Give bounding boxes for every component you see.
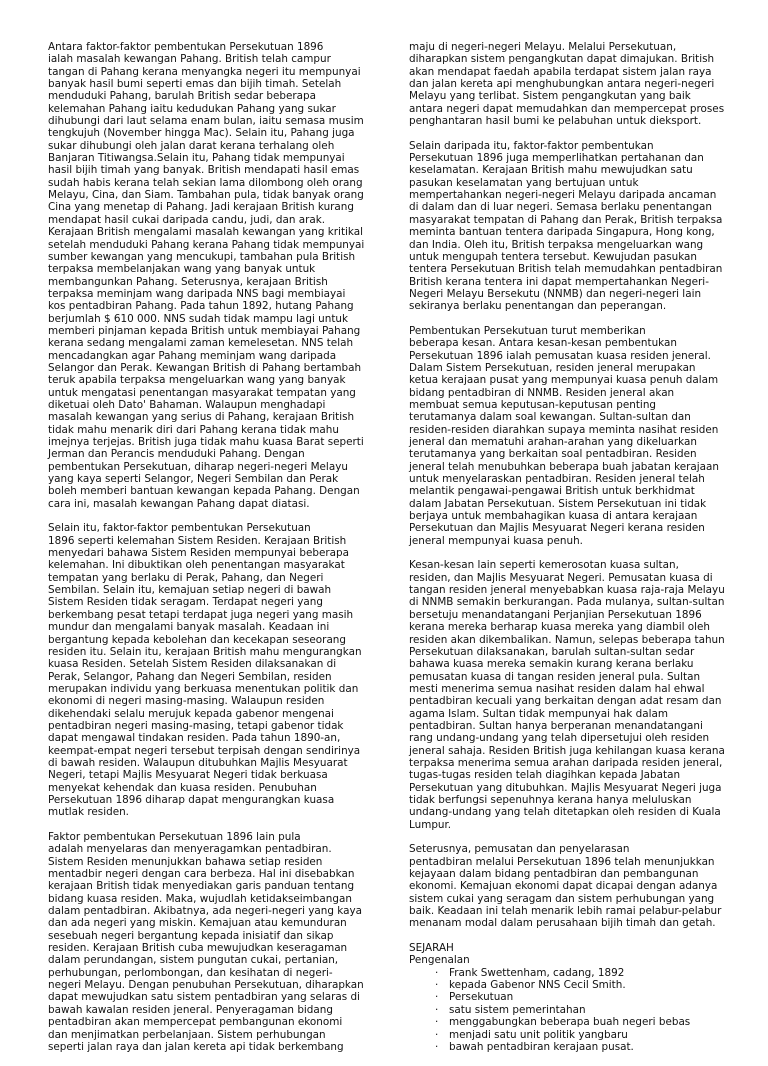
list-item-text: bawah pentadbiran kerajaan pusat. xyxy=(449,1040,634,1053)
bullet-icon: · xyxy=(435,1028,439,1041)
bullet-icon: · xyxy=(435,966,439,979)
paragraph-kejayaan-pentadbiran-ekonomi: Seterusnya, pemusatan dan penyelarasan pentadbiran melalui Persekutuan 1896 telah menunjukkan kejayaan dalam bidang pentadbiran dan pembangunan ekonomi. Kemajuan ekonomi dapat dicapai dengan adanya sistem cukai yang seragam dan sistem perhubungan yang baik. Keadaan ini telah menarik lebih ramai pelabur-pelabur menanam modal dalam perusahaan bijih timah dan getah. xyxy=(409,843,722,930)
paragraph-kewangan-pahang: Antara faktor-faktor pembentukan Persekutuan 1896 ialah masalah kewangan Pahang. British telah campur tangan di Pahang kerana menyangka negeri itu mempunyai banyak hasil bumi seperti emas dan bijih timah. Setelah menduduki Pahang, barulah British sedar beberapa kelemahan Pahang iaitu kedudukan Pahang yang sukar dihubungi dari laut selama enam bulan, iaitu semasa musim tengkujuh (November hingga Mac). Selain itu, Pahang juga sukar dihubungi oleh jalan darat kerana terhalang oleh Banjaran Titiwangsa.Selain itu, Pahang tidak mempunyai hasil bijih timah yang banyak. British mendapati hasil emas sudah habis kerana telah sekian lama dilombong oleh orang Melayu, Cina, dan Siam. Tambahan pula, tidak banyak orang Cina yang menetap di Pahang. Jadi kerajaan British kurang mendapat hasil cukai daripada candu, judi, dan arak. Kerajaan British mengalami masalah kewangan yang kritikal setelah menduduki Pahang kerana Pahang tidak mempunyai sumber kewangan yang mencukupi, tambahan pula British terpaksa membelanjakan wang yang banyak untuk membangunkan Pahang. Seterusnya, kerajaan British terpaksa meminjam wang daripada NNS bagi membiayai kos pentadbiran Pahang. Pada tahun 1892, hutang Pahang berjumlah $ 610 000. NNS sudah tidak mampu lagi untuk memberi pinjaman kepada British untuk membiayai Pahang kerana sedang mengalami zaman kemelesetan. NNS telah mencadangkan agar Pahang meminjam wang daripada Selangor dan Perak. Kewangan British di Pahang bertambah teruk apabila terpaksa mengeluarkan wang yang banyak untuk mengatasi penentangan masyarakat tempatan yang diketuai oleh Dato' Bahaman. Walaupun menghadapi masalah kewangan yang serius di Pahang, kerajaan British tidak mahu menarik diri dari Pahang kerana tidak mahu imejnya terjejas. British juga tidak mahu kuasa Barat seperti Jerman dan Perancis menduduki Pahang. Dengan pembentukan Persekutuan, diharap negeri-negeri Melayu yang kaya seperti Selangor, Negeri Sembilan dan Perak boleh memberi bantuan kewangan kepada Pahang. Dengan cara ini, masalah kewangan Pahang dapat diatasi. xyxy=(48,41,365,510)
paragraph-menyeragamkan-pentadbiran: Faktor pembentukan Persekutuan 1896 lain pula adalah menyelaras dan menyeragamkan pentadbiran. Sistem Residen menunjukkan bahawa setiap residen mentadbir negeri dengan cara berbeza. Hal ini disebabkan kerajaan British tidak menyediakan garis panduan tentang bidang kuasa residen. Maka, wujudlah ketidakseimbangan dalam pentadbiran. Akibatnya, ada negeri-negeri yang kaya dan ada negeri yang miskin. Kemajuan atau kemunduran sesebuah negeri bergantung kepada inisiatif dan sikap residen. Kerajaan British cuba mewujudkan keseragaman dalam perundangan, sistem pungutan cukai, pertanian, perhubungan, perlombongan, dan kesihatan di negeri- negeri Melayu. Dengan penubuhan Persekutuan, diharapkan dapat mewujudkan satu sistem pentadbiran yang selaras di bawah kawalan residen jeneral. Penyeragaman bidang pentadbiran akan mempercepat pembangunan ekonomi dan menjimatkan perbelanjaan. Sistem perhubungan seperti jalan raya dan jalan kereta api tidak berkembang xyxy=(48,831,364,1053)
list-item xyxy=(409,991,725,1003)
list-item xyxy=(409,1029,725,1041)
list-item-text: menggabungkan beberapa buah negeri bebas xyxy=(449,1016,691,1029)
bullet-icon: · xyxy=(435,1003,439,1016)
pengenalan-list xyxy=(409,967,725,1053)
list-item-text: satu sistem pemerintahan xyxy=(449,1003,586,1016)
list-item-text: Frank Swettenham, cadang, 1892 xyxy=(449,966,625,979)
paragraph-pertahanan-keselamatan: Selain daripada itu, faktor-faktor pembentukan Persekutuan 1896 juga memperlihatkan pertahanan dan keselamatan. Kerajaan British mahu mewujudkan satu pasukan keselamatan yang bertujuan untuk mempertahankan negeri-negeri Melayu daripada ancaman di dalam dan di luar negeri. Semasa berlaku penentangan masyarakat tempatan di Pahang dan Perak, British terpaksa meminta bantuan tentera daripada Singapura, Hong kong, dan India. Oleh itu, British terpaksa mengeluarkan wang untuk mengupah tentera tersebut. Kewujudan pasukan tentera Persekutuan British telah memudahkan pentadbiran British kerana tentera ini dapat mempertahankan Negeri- Negeri Melayu Bersekutu (NNMB) dan negeri-negeri lain sekiranya berlaku penentangan dan peperangan. xyxy=(409,139,723,313)
paragraph-sistem-pengangkutan: maju di negeri-negeri Melayu. Melalui Persekutuan, diharapkan sistem pengangkutan dapat dimajukan. British akan mendapat faedah apabila terdapat sistem jalan raya dan jalan kereta api menghubungkan antara negeri-negeri Melayu yang terlibat. Sistem pengangkutan yang baik antara negeri dapat memudahkan dan mempercepat proses penghantaran hasil bumi ke pelabuhan untuk dieksport. xyxy=(409,41,725,128)
list-item xyxy=(409,1041,725,1053)
bullet-icon: · xyxy=(435,991,439,1004)
paragraph-kemerosotan-kuasa-sultan: Kesan-kesan lain seperti kemerosotan kuasa sultan, residen, dan Majlis Mesyuarat Negeri. Pemusatan kuasa di tangan residen jeneral menyebabkan kuasa raja-raja Melayu di NNMB semakin berkurangan. Pada mulanya, sultan-sultan bersetuju menandatangani Perjanjian Persekutuan 1896 kerana mereka berharap kuasa mereka yang diambil oleh residen akan dikembalikan. Namun, selepas beberapa tahun Persekutuan dilaksanakan, barulah sultan-sultan sedar bahawa kuasa mereka semakin kurang kerana berlaku pemusatan kuasa di tangan residen jeneral pula. Sultan mesti menerima semua nasihat residen dalam hal ehwal pentadbiran kecuali yang berkaitan dengan adat resam dan agama Islam. Sultan tidak mempunyai hak dalam pentadbiran. Sultan hanya berperanan menandatangani rang undang-undang yang telah dipersetujui oleh residen jeneral sahaja. Residen British juga kehilangan kuasa kerana terpaksa menerima semua arahan daripada residen jeneral, tugas-tugas residen telah diagihkan kepada Jabatan Persekutuan yang ditubuhkan. Majlis Mesyuarat Negeri juga tidak berfungsi sepenuhnya kerana hanya meluluskan undang-undang yang telah ditetapkan oleh residen di Kuala Lumpur. xyxy=(409,559,725,831)
paragraph-pemusatan-kuasa-residen-jeneral: Pembentukan Persekutuan turut memberikan beberapa kesan. Antara kesan-kesan pembentukan Persekutuan 1896 ialah pemusatan kuasa residen jeneral. Dalam Sistem Persekutuan, residen jeneral merupakan ketua kerajaan pusat yang mempunyai kuasa penuh dalam bidang pentadbiran di NNMB. Residen jeneral akan membuat semua keputusan-keputusan penting terutamanya dalam soal kewangan. Sultan-sultan dan residen-residen diarahkan supaya meminta nasihat residen jeneral dan mematuhi arahan-arahan yang dikeluarkan terutamanya yang berkaitan soal pentadbiran. Residen jeneral telah menubuhkan beberapa buah jabatan kerajaan untuk menyelaraskan pentadbiran. Residen jeneral telah melantik pengawai-pengawai British untuk berkhidmat dalam Jabatan Persekutuan. Sistem Persekutuan ini tidak berjaya untuk membahagikan kuasa di antara kerajaan Persekutuan dan Majlis Mesyuarat Negeri kerana residen jeneral mempunyai kuasa penuh. xyxy=(409,324,719,547)
bullet-icon: · xyxy=(435,979,439,992)
list-item xyxy=(409,1004,725,1016)
bullet-icon: · xyxy=(435,1016,439,1029)
list-item xyxy=(409,1016,725,1028)
list-item-text: menjadi satu unit politik yangbaru xyxy=(449,1028,628,1041)
list-item-text: Persekutuan xyxy=(449,991,514,1004)
list-item xyxy=(409,979,725,991)
section-heading-sejarah: SEJARAH xyxy=(409,942,454,955)
list-item-text: kepada Gabenor NNS Cecil Smith. xyxy=(449,979,626,992)
subheading-pengenalan: Pengenalan xyxy=(409,954,470,967)
paragraph-kelemahan-sistem-residen: Selain itu, faktor-faktor pembentukan Persekutuan 1896 seperti kelemahan Sistem Residen. Kerajaan British menyedari bahawa Sistem Residen mempunyai beberapa kelemahan. Ini dibuktikan oleh penentangan masyarakat tempatan yang berlaku di Perak, Pahang, dan Negeri Sembilan. Selain itu, kemajuan setiap negeri di bawah Sistem Residen tidak seragam. Terdapat negeri yang berkembang pesat tetapi terdapat juga negeri yang masih mundur dan mengalami banyak masalah. Keadaan ini bergantung kepada kebolehan dan kecekapan seseorang residen itu. Selain itu, kerajaan British mahu mengurangkan kuasa Residen. Setelah Sistem Residen dilaksanakan di Perak, Selangor, Pahang dan Negeri Sembilan, residen merupakan individu yang berkuasa menentukan politik dan ekonomi di negeri masing-masing. Walaupun residen dikehendaki selalu merujuk kepada gabenor mengenai pentadbiran negeri masing-masing, tetapi gabenor tidak dapat mengawal tindakan residen. Pada tahun 1890-an, keempat-empat negeri tersebut terpisah dengan sendirinya di bawah residen. Walaupun ditubuhkan Majlis Mesyuarat Negeri, tetapi Majlis Mesyuarat Negeri tidak berkuasa menyekat kehendak dan kuasa residen. Penubuhan Persekutuan 1896 diharap dapat mengurangkan kuasa mutlak residen. xyxy=(48,522,362,819)
right-column xyxy=(409,41,725,1053)
list-item xyxy=(409,967,725,979)
left-column xyxy=(48,41,370,1066)
bullet-icon: · xyxy=(435,1040,439,1053)
